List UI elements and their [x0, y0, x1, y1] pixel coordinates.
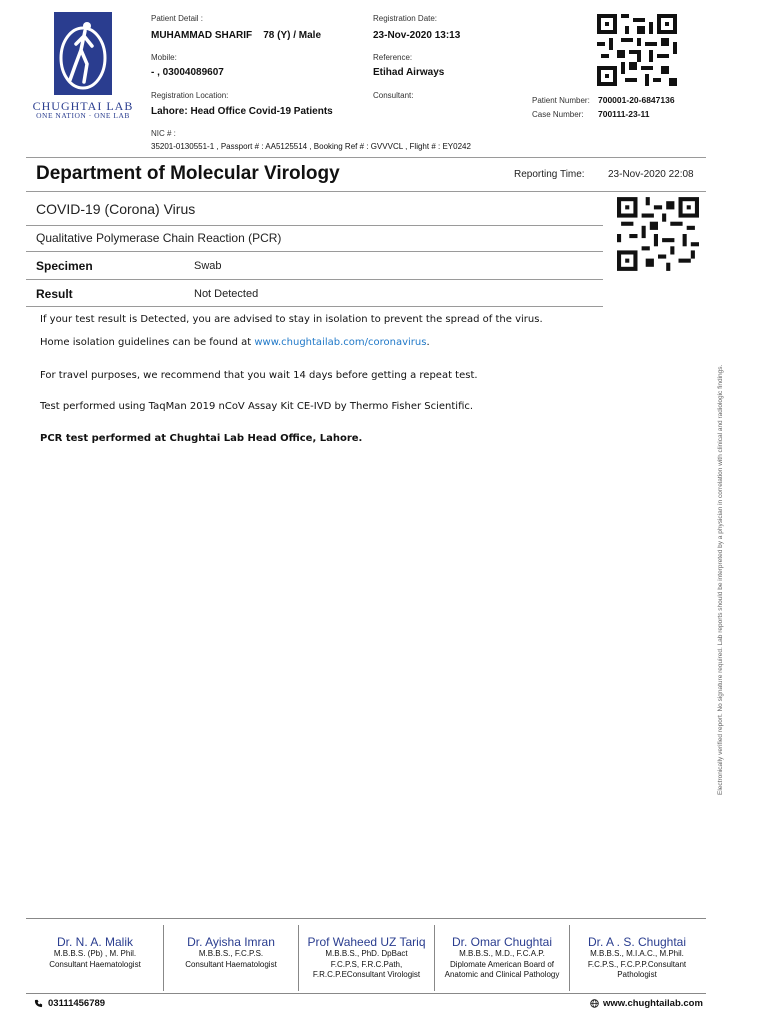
nic-value: 35201-0130551-1 , Passport # : AA5125514 , Booking Ref # : GVVVCL , Flight # : EY0242	[151, 142, 471, 151]
website-link[interactable]: www.chughtailab.com	[603, 998, 703, 1009]
footer-phone	[34, 998, 105, 1009]
doctor-name: Dr. Ayisha Imran	[187, 935, 275, 949]
doctor-qualification: M.B.B.S., M.I.A.C., M.Phil.	[590, 949, 684, 958]
doctor-title: Consultant Haematologist	[185, 959, 277, 969]
reporting-time-value: 23-Nov-2020 22:08	[608, 169, 694, 180]
doctor-title: F.R.C.P.EConsultant Virologist	[312, 970, 421, 979]
registration-location-value: Lahore: Head Office Covid-19 Patients	[151, 106, 333, 117]
footer-divider	[26, 918, 706, 919]
divider	[26, 306, 603, 307]
mobile-value: - , 03004089607	[151, 67, 224, 78]
registration-date-label: Registration Date:	[373, 14, 438, 23]
doctor-card	[28, 935, 162, 970]
doctor-name: Dr. Omar Chughtai	[451, 935, 553, 949]
reporting-time-label: Reporting Time:	[514, 169, 585, 180]
lab-logo	[54, 12, 112, 95]
doctor-card	[570, 935, 704, 981]
divider	[26, 251, 603, 252]
note-guidelines-text: Home isolation guidelines can be found at	[40, 337, 255, 348]
result-value: Not Detected	[194, 288, 259, 300]
nic-label: NIC # :	[151, 129, 176, 138]
case-number-value: 700111-23-11	[598, 109, 650, 119]
note-assay-kit: Test performed using TaqMan 2019 nCoV Assay Kit CE-IVD by Thermo Fisher Scientific.	[40, 401, 474, 412]
note-test-location: PCR test performed at Chughtai Lab Head Office, Lahore.	[40, 433, 363, 444]
mobile-label: Mobile:	[151, 53, 177, 62]
department-title: Department of Molecular Virology	[36, 163, 340, 184]
doctor-card	[164, 935, 298, 970]
specimen-value: Swab	[194, 260, 222, 272]
walking-man-icon	[54, 12, 112, 95]
doctor-qualification: M.B.B.S., PhD. DpBact	[325, 949, 408, 958]
divider	[26, 157, 706, 158]
patient-detail-label: Patient Detail :	[151, 14, 204, 23]
divider	[26, 225, 603, 226]
specimen-label: Specimen	[36, 259, 93, 273]
doctor-qualification: M.B.B.S., M.D., F.C.A.P.	[459, 949, 545, 958]
doctor-qualification: Diplomate American Board of	[449, 959, 555, 969]
qr-code-icon	[597, 14, 677, 86]
test-subtitle: Qualitative Polymerase Chain Reaction (PCR)	[36, 231, 282, 245]
test-title: COVID-19 (Corona) Virus	[36, 201, 196, 217]
divider	[26, 279, 603, 280]
doctor-name: Dr. N. A. Malik	[56, 935, 133, 949]
doctor-qualification: F.C.P.S., F.C.P.P.Consultant	[587, 959, 687, 969]
patient-number-value: 700001-20-6847136	[598, 95, 675, 105]
patient-name: MUHAMMAD SHARIF 78 (Y) / Male	[151, 30, 322, 41]
verification-note: Electronically verified report. No signature required. Lab reports should be interpreted by a physician in correlation with clinical and radiologic findings.	[717, 364, 724, 795]
globe-icon	[590, 999, 599, 1008]
result-label: Result	[36, 287, 73, 301]
doctor-qualification: M.B.B.S. (Pb) , M. Phil.	[53, 949, 137, 958]
divider	[26, 191, 706, 192]
doctor-card	[299, 935, 434, 981]
phone-number[interactable]: 03111456789	[48, 998, 106, 1009]
qr-code-icon	[617, 197, 699, 271]
note-travel: For travel purposes, we recommend that you wait 14 days before getting a repeat test.	[40, 370, 478, 381]
reference-label: Reference:	[373, 53, 413, 62]
footer-divider	[26, 993, 706, 994]
note-guidelines-end: .	[426, 337, 430, 348]
registration-date-value: 23-Nov-2020 13:13	[373, 30, 461, 41]
doctor-qualification: F.C.P.S, F.R.C.Path,	[330, 959, 403, 969]
phone-icon	[34, 999, 43, 1008]
lab-tagline: ONE NATION · ONE LAB	[36, 111, 130, 120]
doctor-name: Prof Waheed UZ Tariq	[307, 935, 426, 949]
case-number-label: Case Number:	[532, 110, 584, 119]
doctor-title: Consultant Haematologist	[49, 959, 141, 969]
lab-name: CHUGHTAI LAB	[32, 99, 134, 113]
patient-number-label: Patient Number:	[532, 96, 590, 105]
doctor-qualification: M.B.B.S., F.C.P.S.	[198, 949, 264, 958]
coronavirus-link[interactable]: www.chughtailab.com/coronavirus	[254, 337, 427, 348]
doctor-title: Pathologist	[617, 970, 657, 979]
reference-value: Etihad Airways	[373, 67, 445, 78]
footer-website	[590, 998, 703, 1009]
note-guidelines	[40, 337, 430, 348]
doctor-title: Anatomic and Clinical Pathology	[444, 970, 560, 979]
note-isolation: If your test result is Detected, you are advised to stay in isolation to prevent the spread of the virus.	[40, 314, 543, 325]
registration-location-label: Registration Location:	[151, 91, 229, 100]
doctor-name: Dr. A . S. Chughtai	[587, 935, 687, 949]
consultant-label: Consultant:	[373, 91, 414, 100]
doctor-card	[435, 935, 569, 981]
